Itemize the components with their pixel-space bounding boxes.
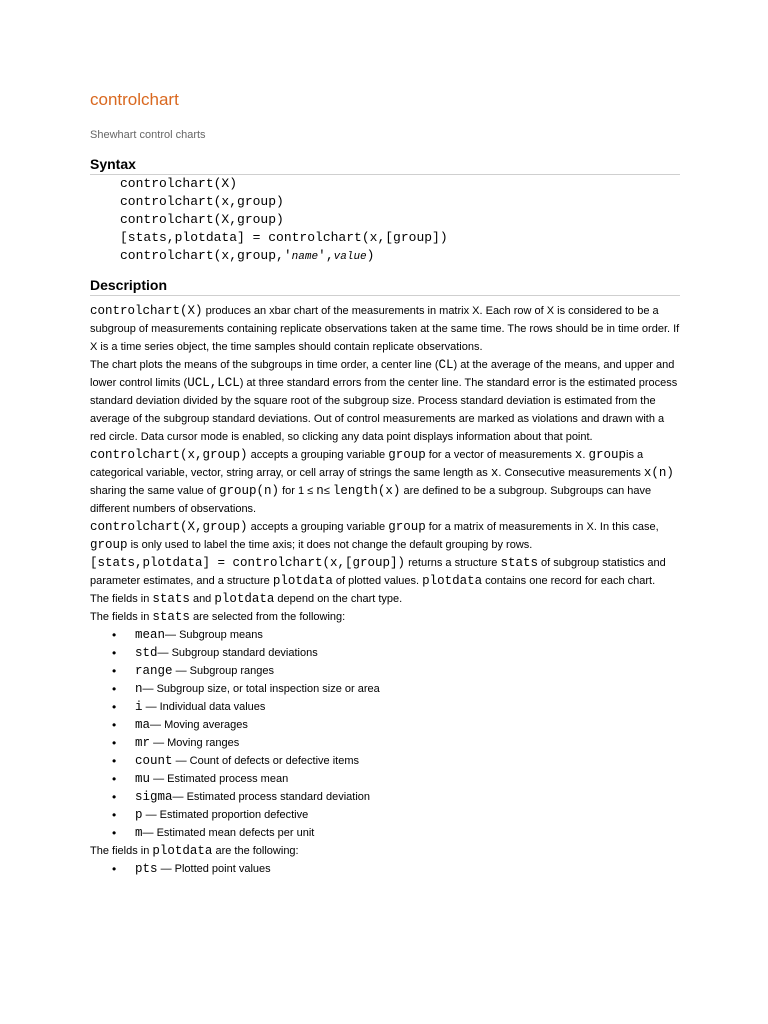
syntax-arg-name: name bbox=[291, 251, 319, 263]
list-item: • m— Estimated mean defects per unit bbox=[90, 824, 680, 842]
list-item: • i — Individual data values bbox=[90, 698, 680, 716]
list-item: • std— Subgroup standard deviations bbox=[90, 644, 680, 662]
syntax-line: controlchart(x,group) bbox=[120, 194, 284, 209]
description-paragraph: The fields in stats and plotdata depend on the chart type. bbox=[90, 592, 403, 606]
list-item: • range — Subgroup ranges bbox=[90, 662, 680, 680]
syntax-arg-value: value bbox=[333, 251, 367, 263]
list-item: • mr — Moving ranges bbox=[90, 734, 680, 752]
list-item: • p — Estimated proportion defective bbox=[90, 806, 680, 824]
description-paragraph: controlchart(x,group) accepts a grouping variable group for a vector of measurements x. groupis a categorical variable, vector, string array, or cell array of strings the same length as x. Consecutive measurements x(n) sharing the same value of group(n) for 1 ≤ n≤ length(x) are defined to be a subgroup. Subgroups can have different numbers of observations. bbox=[90, 448, 674, 515]
syntax-line: controlchart(X,group) bbox=[120, 212, 284, 227]
list-item: • mu — Estimated process mean bbox=[90, 770, 680, 788]
page-subtitle: Shewhart control charts bbox=[90, 129, 206, 141]
description-paragraph: The chart plots the means of the subgroups in time order, a center line (CL) at the average of the means, and upper and lower control limits (UCL,LCL) at three standard errors from the center line. The standard error is the estimated process standard deviation divided by the square root of the subgroup size. Process standard deviation is estimated from the average of the subgroup standard deviations. Out of control measurements are marked as violations and drawn with a red circle. Data cursor mode is enabled, so clicking any data point displays information about that point. bbox=[90, 358, 678, 443]
list-item: • sigma— Estimated process standard deviation bbox=[90, 788, 680, 806]
description-paragraph: The fields in stats are selected from the following: bbox=[90, 610, 346, 624]
list-item: • ma— Moving averages bbox=[90, 716, 680, 734]
list-item: • n— Subgroup size, or total inspection size or area bbox=[90, 680, 680, 698]
syntax-line: controlchart(x,group,'name',value) bbox=[120, 248, 375, 263]
description-heading: Description bbox=[90, 277, 680, 296]
page-title: controlchart bbox=[90, 90, 179, 109]
syntax-heading: Syntax bbox=[90, 156, 680, 175]
description-paragraph: [stats,plotdata] = controlchart(x,[group]) returns a structure stats of subgroup statistics and parameter estimates, and a structure plotdata of plotted values. plotdata contains one record for each chart. bbox=[90, 556, 666, 588]
plotdata-fields-list bbox=[90, 860, 680, 878]
description-body bbox=[90, 302, 680, 878]
list-item: • count — Count of defects or defective items bbox=[90, 752, 680, 770]
syntax-line: controlchart(X) bbox=[120, 176, 238, 191]
list-item: • mean— Subgroup means bbox=[90, 626, 680, 644]
syntax-line: [stats,plotdata] = controlchart(x,[group]) bbox=[120, 230, 448, 245]
description-paragraph: The fields in plotdata are the following: bbox=[90, 844, 299, 858]
description-paragraph: controlchart(X) produces an xbar chart of the measurements in matrix X. Each row of X is considered to be a subgroup of measurements containing replicate observations taken at the same time. The rows should be in time order. If X is a time series object, the time samples should contain replicate observations. bbox=[90, 304, 680, 353]
list-item: • pts — Plotted point values bbox=[90, 860, 680, 878]
description-paragraph: controlchart(X,group) accepts a grouping variable group for a matrix of measurements in X. In this case, group is only used to label the time axis; it does not change the default grouping by rows. bbox=[90, 520, 659, 552]
stats-fields-list bbox=[90, 626, 680, 842]
